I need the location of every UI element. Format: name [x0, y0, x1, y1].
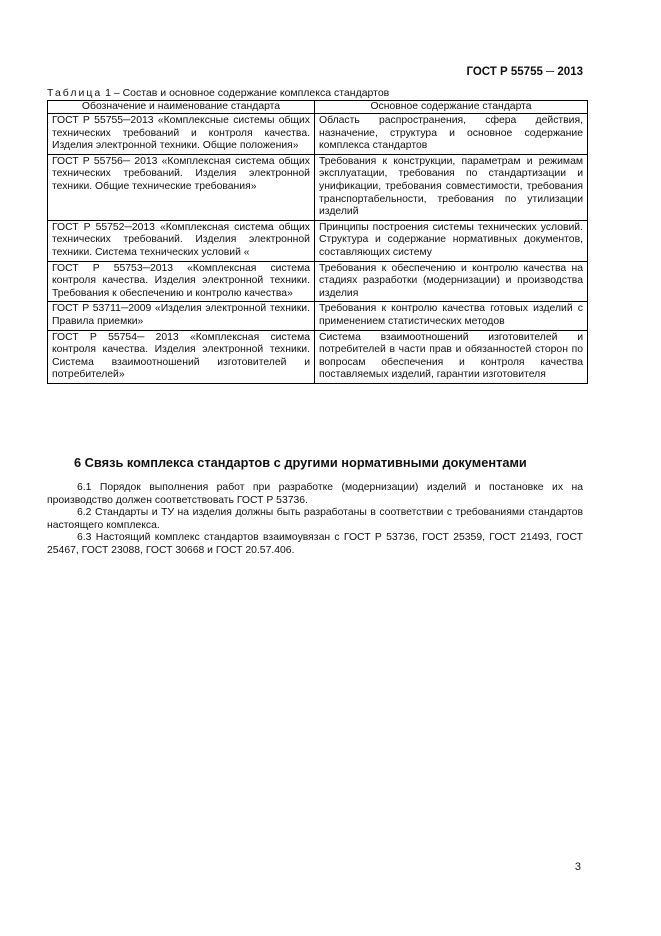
column-header-designation: Обозначение и наименование стандарта	[48, 101, 315, 114]
paragraph-6-1: 6.1 Порядок выполнения работ при разработке (модернизации) изделий и постановке их на производство должен соответствовать ГОСТ Р 53736.	[47, 482, 583, 506]
table-cell-designation: ГОСТ Р 55752─2013 «Комплексная система общих технических требований. Изделия электронной техники. Система технических условий «	[48, 220, 315, 261]
table-cell-designation: ГОСТ Р 55755─2013 «Комплексные системы общих технических требований и контроля качества. Изделия электронной техники. Общие положения»	[48, 114, 315, 155]
paragraph-6-3: 6.3 Настоящий комплекс стандартов взаимоувязан с ГОСТ Р 53736, ГОСТ 25359, ГОСТ 21493, ГОСТ 25467, ГОСТ 23088, ГОСТ 30668 и ГОСТ 20.57.406.	[47, 532, 583, 556]
page-number: 3	[574, 861, 581, 873]
table-row	[48, 220, 588, 261]
table-row	[48, 114, 588, 155]
table-cell-designation: ГОСТ Р 55756─ 2013 «Комплексная система общих технических требований. Изделия электронной техники. Общие технические требования»	[48, 154, 315, 220]
table-cell-content: Требования к конструкции, параметрам и режимам эксплуатации, требования по стандартизации и унификации, требования совместимости, требования транспортабельности, требования по утилизации изделий	[315, 154, 588, 220]
table-cell-content: Система взаимоотношений изготовителей и потребителей в части прав и обязанностей сторон по вопросам обеспечения и контроля качества поставляемых изделий, гарантии изготовителя	[315, 330, 588, 383]
table-cell-designation: ГОСТ Р 53711─2009 «Изделия электронной техники. Правила приемки»	[48, 302, 315, 330]
table-cell-content: Область распространения, сфера действия, назначение, структура и основное содержание комплекса стандартов	[315, 114, 588, 155]
table-header-row	[48, 101, 588, 114]
table-cell-content: Требования к обеспечению и контролю качества на стадиях разработки (модернизации) и производства изделия	[315, 261, 588, 302]
table-row	[48, 154, 588, 220]
table-cell-content: Требования к контролю качества готовых изделий с применением статистических методов	[315, 302, 588, 330]
table-caption-label: Таблица	[47, 87, 103, 99]
table-row	[48, 330, 588, 383]
column-header-content: Основное содержание стандарта	[315, 101, 588, 114]
table-cell-designation: ГОСТ Р 55754─ 2013 «Комплексная система контроля качества. Изделия электронной техники. Система взаимоотношений изготовителей и потребителей»	[48, 330, 315, 383]
table-row	[48, 261, 588, 302]
table-caption	[47, 87, 389, 99]
table-cell-content: Принципы построения системы технических условий. Структура и содержание нормативных документов, составляющих систему	[315, 220, 588, 261]
table-row	[48, 302, 588, 330]
paragraph-6-2: 6.2 Стандарты и ТУ на изделия должны быть разработаны в соответствии с требованиями стандартов настоящего комплекса.	[47, 507, 583, 531]
document-code: ГОСТ Р 55755 ─ 2013	[466, 66, 583, 78]
standards-table	[47, 100, 588, 384]
table-caption-text: 1 – Состав и основное содержание комплекса стандартов	[102, 87, 390, 99]
table-cell-designation: ГОСТ Р 55753─2013 «Комплексная система контроля качества. Изделия электронной техники. Требования к обеспечению и контролю качества»	[48, 261, 315, 302]
section-title: 6 Связь комплекса стандартов с другими нормативными документами	[74, 455, 527, 470]
